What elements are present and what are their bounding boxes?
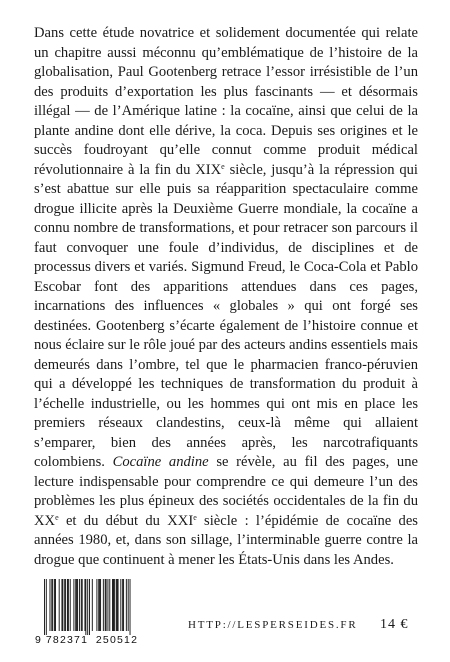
barcode-bar (55, 579, 56, 631)
barcode-bar (117, 579, 118, 631)
barcode-bar (75, 579, 76, 631)
barcode-bar (51, 579, 52, 631)
barcode-bar (123, 579, 124, 631)
cover-footer (0, 575, 450, 655)
barcode-bar (87, 579, 88, 635)
barcode-bar (68, 579, 69, 631)
barcode-bar (105, 579, 106, 631)
barcode-bar (76, 579, 77, 631)
barcode-bar (109, 579, 110, 631)
barcode-bar (46, 579, 47, 635)
superscript-e: e (221, 161, 225, 171)
barcode-bar (98, 579, 99, 631)
barcode-digit-lead: 9 (35, 634, 41, 645)
book-title: Cocaïne andine (112, 454, 209, 470)
barcode-bar (118, 579, 119, 631)
barcode-bar (50, 579, 51, 631)
blurb-text: et du début du XXI (58, 512, 194, 529)
barcode-bar (81, 579, 82, 631)
barcode-bar (114, 579, 115, 631)
barcode-bar (122, 579, 123, 631)
barcode-bar (112, 579, 113, 631)
superscript-e: e (55, 512, 59, 522)
back-cover-blurb (34, 24, 418, 570)
blurb-text: siècle, jusqu’à la répression qui s’est abattue sur elle puis sa réapparition spectaculaire comme drogue illicite après la Deuxième Guerre mondiale, la cocaïne a connu nombre de transformations, et pour retracer son parcours il faut convoquer une foule d’individus, de disciplines et de processus divers et variés. Sigmund Freud, le Coca-Cola et Pablo Escobar font des apparitions attendues dans ces pages, incarnations des influences « globales » qui ont forgé ses destinées. Gootenberg s’écarte également de l’histoire connue et nous éclaire sur le rôle joué par des acteurs andins essentiels mais demeurés dans l’ombre, tel que le pharmacien franco-péruvien qui a développé les techniques de transformation du produit à l’échelle industrielle, ou les hommes qui ont mis en place les premiers réseaux clandestins, ceux-là même qui allaient s’emparer, bien des années après, les narcotrafiquants colombiens. (34, 161, 418, 470)
barcode-bar (77, 579, 78, 631)
barcode-bar (82, 579, 83, 631)
barcode-bar (100, 579, 101, 631)
superscript-e: e (193, 512, 197, 522)
barcode-bar (85, 579, 86, 635)
barcode-bar (61, 579, 62, 631)
barcode-digits-right: 250512 (95, 634, 139, 645)
barcode-bar (70, 579, 71, 631)
barcode-digits-left: 782371 (45, 634, 89, 645)
barcode-bar (113, 579, 114, 631)
barcode-bar (126, 579, 127, 631)
barcode-bar (65, 579, 66, 631)
barcode-bar (62, 579, 63, 631)
barcode-bar (73, 579, 74, 631)
barcode-bar (52, 579, 53, 631)
barcode-bar (120, 579, 121, 631)
barcode-bar (116, 579, 117, 631)
barcode-bar (54, 579, 55, 631)
barcode-bar (79, 579, 80, 631)
barcode-bar (44, 579, 45, 635)
blurb-text: siècle : l’épidémie de cocaïne des années 1980, et, dans son sillage, l’interminable guerre contre la drogue que continuent à mener les États-Unis dans les Andes. (34, 512, 418, 568)
barcode-bar (103, 579, 104, 631)
barcode-bar (107, 579, 108, 631)
barcode-bar (128, 579, 129, 631)
barcode-bar (59, 579, 60, 631)
barcode-bar (106, 579, 107, 631)
barcode-bar (84, 579, 85, 631)
barcode-bar (96, 579, 97, 631)
barcode-bar (99, 579, 100, 631)
blurb-text: se révèle, au fil des pages, une lecture indispensable pour comprendre ce qui demeure l’un des problèmes les plus épineux des sociétés occidentales de la fin du XX (34, 454, 418, 529)
barcode-bar (130, 579, 131, 635)
publisher-url[interactable]: HTTP://LESPERSEIDES.FR (188, 619, 358, 631)
blurb-text: Dans cette étude novatrice et solidement documentée qui relate un chapitre aussi méconnu qu’emblématique de l’histoire de la globalisation, Paul Gootenberg retrace l’essor irrésistible de l’un des produits d’exportation les plus fascinants — et désormais illégal — de l’Amérique latine : la cocaïne, ainsi que celui de la plante andine dont elle dérive, la coca. Depuis ses origines et le succès foudroyant qu’elle connut comme produit médical révolutionnaire à la fin du XIX (34, 25, 418, 178)
price-label: 14 € (380, 617, 409, 632)
barcode-bar (92, 579, 93, 631)
barcode-bar (67, 579, 68, 631)
isbn-barcode (35, 579, 153, 645)
barcode-bar (89, 579, 90, 635)
barcode-bar (64, 579, 65, 631)
